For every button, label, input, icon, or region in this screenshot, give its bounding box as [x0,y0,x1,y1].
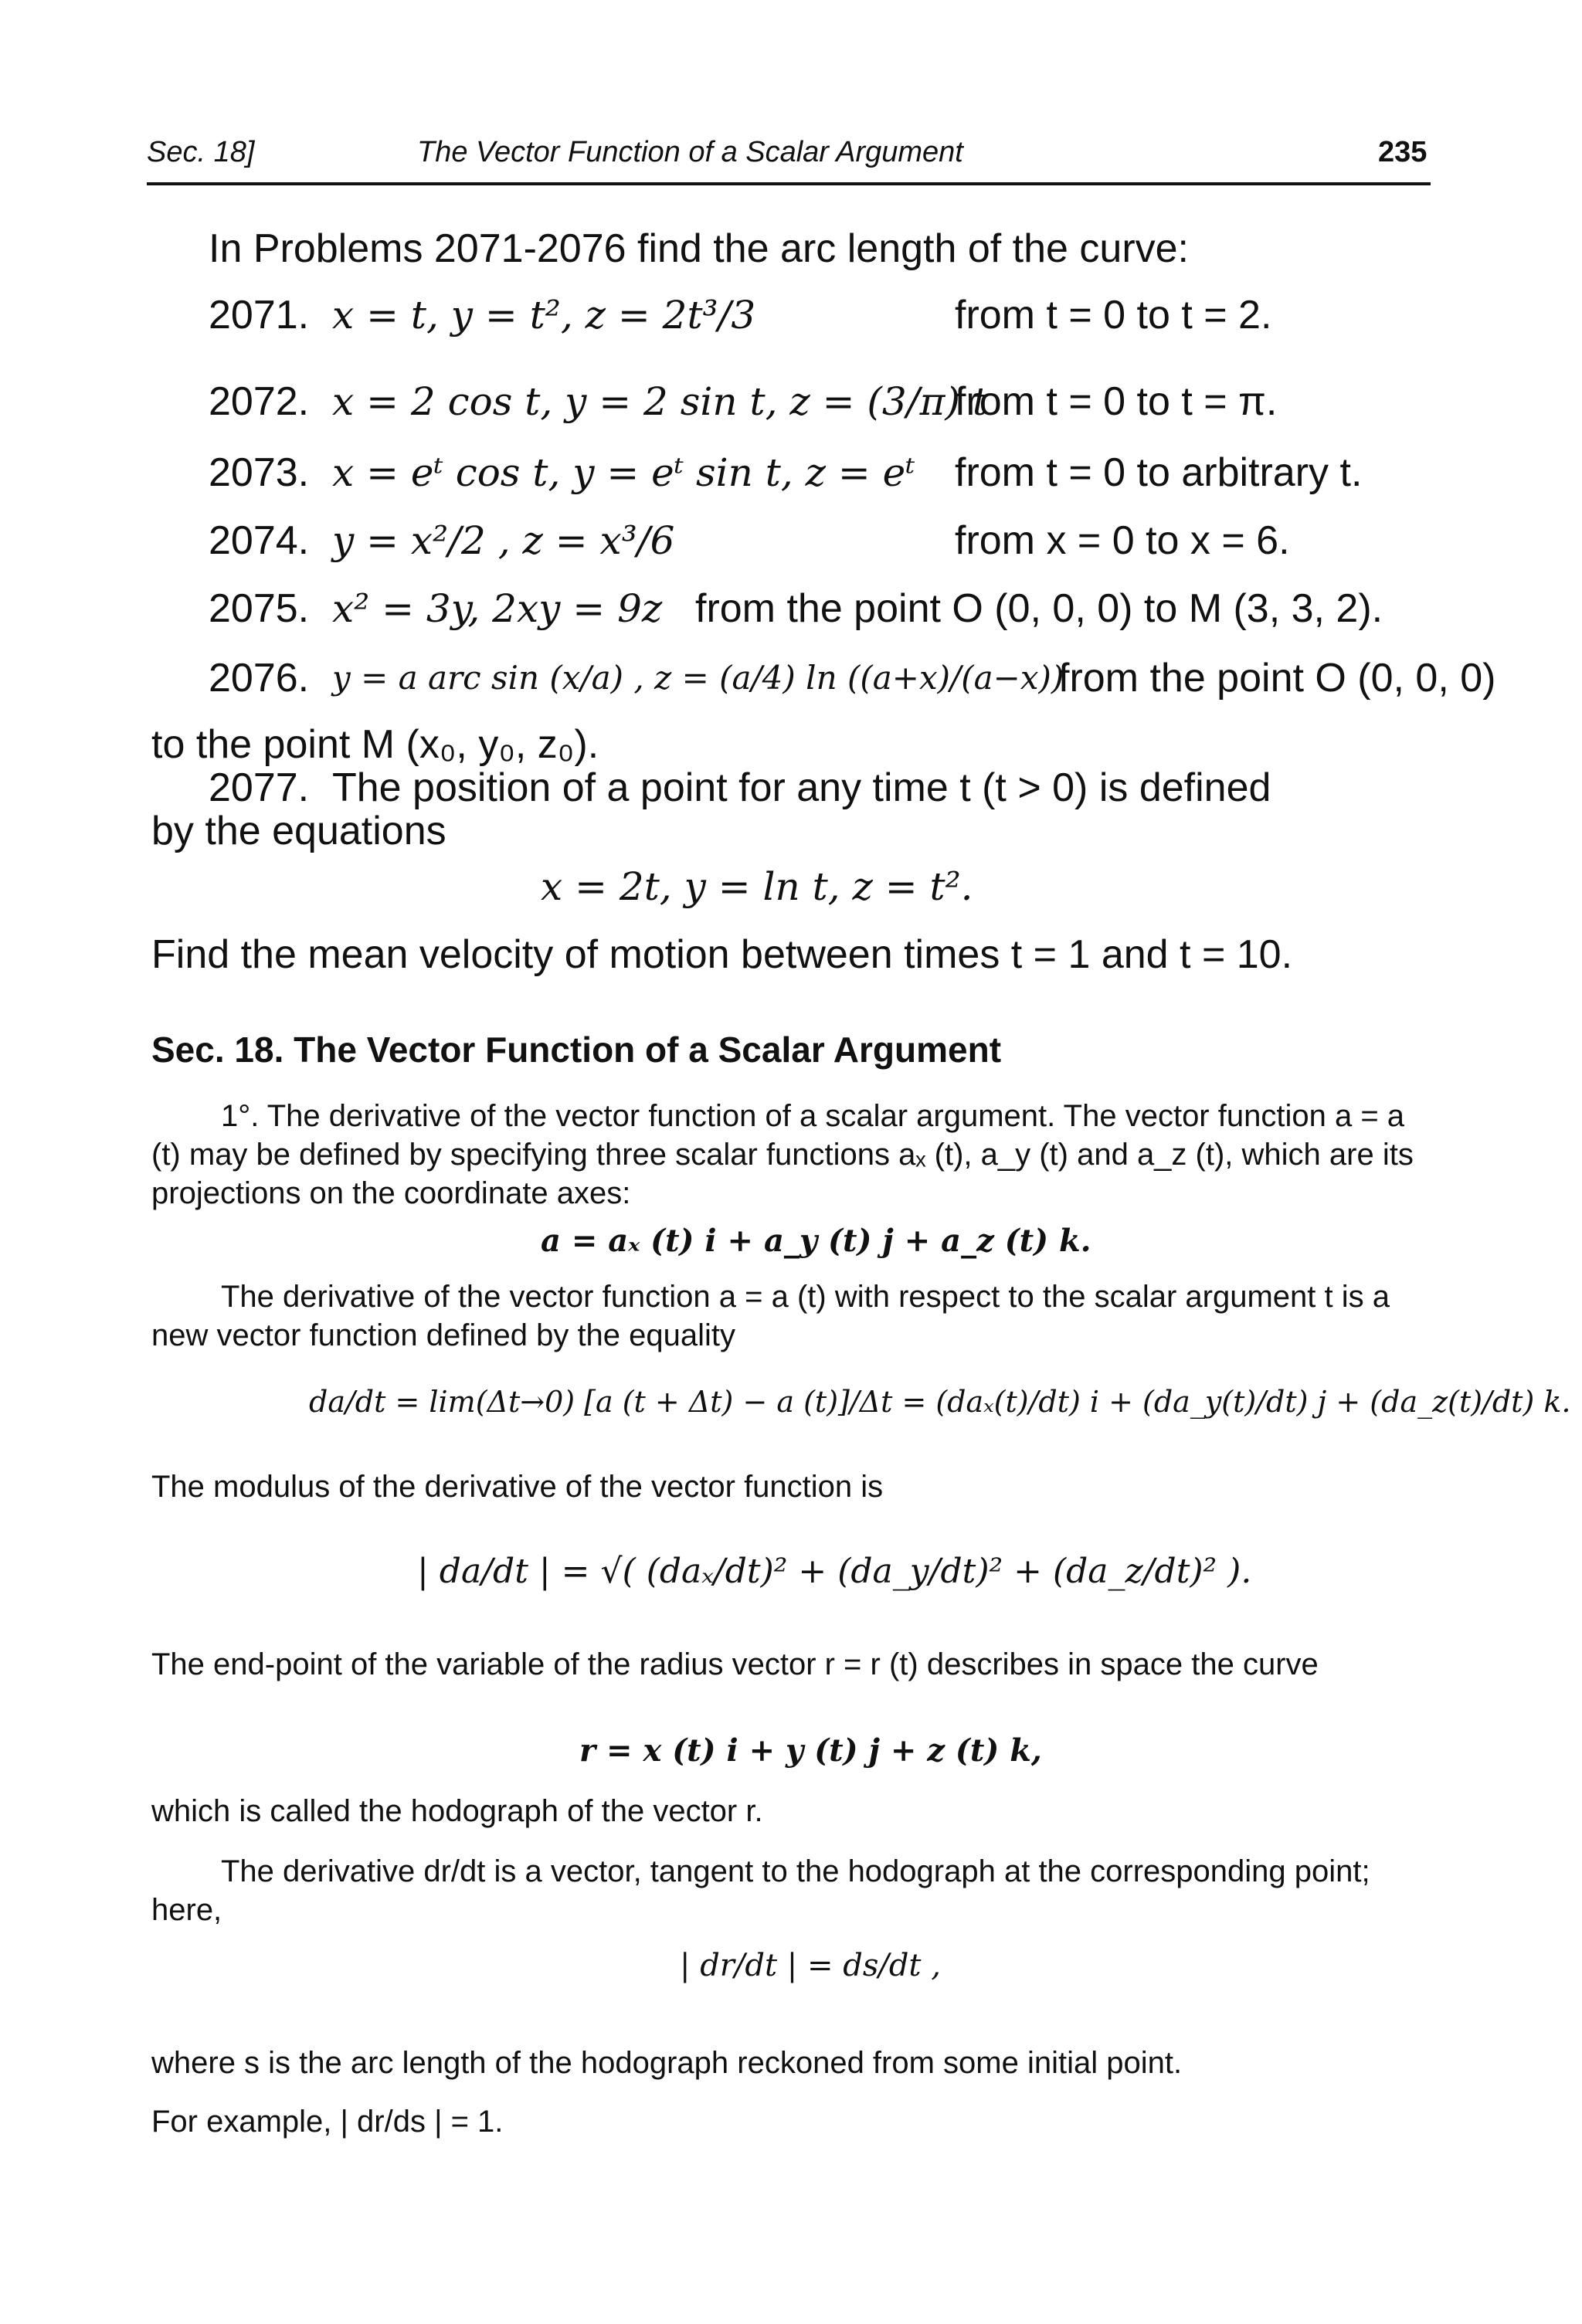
problem-equation: y = x²/2 , z = x³/6 [332,518,675,563]
problem-range: from t = 0 to t = 2. [955,293,1272,338]
problem-label: 2076. [209,656,310,701]
equation: r = x (t) i + y (t) j + z (t) k, [579,1732,1042,1769]
paragraph: where s is the arc length of the hodograph reckoned from some initial point. [151,2046,1183,2080]
running-head-title: The Vector Function of a Scalar Argument [417,136,963,168]
problem-range: from x = 0 to x = 6. [955,518,1290,563]
problem-equation: x = 2t, y = ln t, z = t². [541,864,973,909]
paragraph: The derivative of the vector function a = a (t) with respect to the scalar argument t is a new vector function defined by the equality [151,1280,1390,1352]
equation: | dr/dt | = ds/dt , [680,1948,941,1983]
problem-equation: x = eᵗ cos t, y = eᵗ sin t, z = eᵗ [332,450,915,495]
problem-text: The position of a point for any time t (t > 0) is defined [332,765,1271,810]
equation: da/dt = lim(Δt→0) [a (t + Δt) − a (t)]/Δt = (daₓ(t)/dt) i + (da_y(t)/dt) j + (da_z(t)/dt) k. [309,1385,1571,1419]
problem-range: from the point O (0, 0, 0) to M (3, 3, 2). [695,586,1383,631]
problem-range: from t = 0 to arbitrary t. [955,450,1363,495]
paragraph: The derivative dr/dt is a vector, tangent to the hodograph at the corresponding point; here, [151,1854,1370,1927]
problem-equation: x = 2 cos t, y = 2 sin t, z = (3/π) t [332,379,988,424]
problem-equation: x² = 3y, 2xy = 9z [332,586,663,631]
problem-label: 2074. [209,518,310,563]
problem-equation: x = t, y = t², z = 2t³/3 [332,293,756,338]
paragraph: which is called the hodograph of the vector r. [151,1794,763,1828]
problem-continuation: to the point M (x₀, y₀, z₀). [151,722,599,767]
problem-label: 2077. [209,765,310,810]
header-rule [147,182,1431,185]
page-number: 235 [1378,136,1428,168]
paragraph: For example, | dr/ds | = 1. [151,2105,504,2139]
problem-range: from t = 0 to t = π. [955,379,1278,424]
problem-label: 2071. [209,293,310,338]
paragraph: 1°. The derivative of the vector function of a scalar argument. The vector function a = a (t) may be defined by specifying three scalar functions aₓ (t), a_y (t) and a_z (t), which are its projections on the coordinate axes: [151,1099,1414,1210]
paragraph: The modulus of the derivative of the vector function is [151,1470,884,1504]
problem-equation: y = a arc sin (x/a) , z = (a/4) ln ((a+x)/(a−x)) [332,659,1064,697]
problem-question: Find the mean velocity of motion between times t = 1 and t = 10. [151,932,1293,977]
problem-range: from the point O (0, 0, 0) [1058,656,1496,701]
problem-label: 2075. [209,586,310,631]
running-head-section: Sec. 18] [147,136,255,168]
equation: | da/dt | = √( (daₓ/dt)² + (da_y/dt)² + (da_z/dt)² ). [417,1552,1252,1591]
problem-label: 2073. [209,450,310,495]
equation: a = aₓ (t) i + a_y (t) j + a_z (t) k. [541,1223,1091,1259]
paragraph: The end-point of the variable of the radius vector r = r (t) describes in space the curve [151,1647,1319,1681]
problems-intro: In Problems 2071-2076 find the arc length of the curve: [209,226,1189,271]
problem-text: by the equations [151,809,446,853]
section-heading: Sec. 18. The Vector Function of a Scalar Argument [151,1030,1002,1070]
problem-label: 2072. [209,379,310,424]
